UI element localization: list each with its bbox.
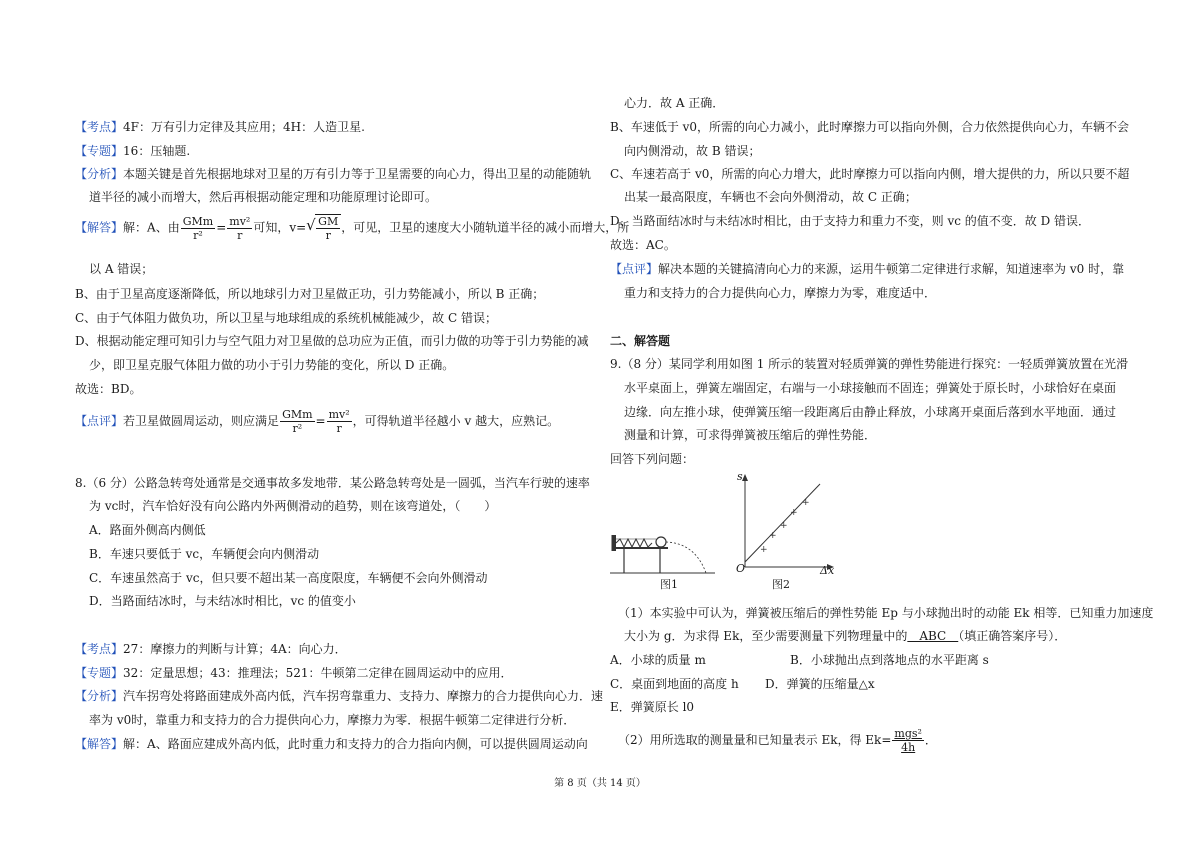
j8-tag: 解答 (87, 737, 112, 751)
svg-text:+: + (769, 531, 777, 541)
svg-text:+: + (802, 498, 810, 508)
j8-line: 【解答】解：A、路面应建成外高内低，此时重力和支持力的合力指向内侧，可以提供圆周运动向 (75, 737, 588, 751)
figure-2-caption: 图2 (772, 578, 790, 591)
k8-text: 27：摩擦力的判断与计算；4A：向心力． (123, 642, 347, 656)
dianping-tag: 点评 (87, 414, 112, 428)
jieda-mid: 可知，v= (253, 220, 307, 235)
fenxi-tag: 分析 (87, 167, 112, 181)
jieda-b: B、由于卫星高度逐渐降低，所以地球引力对卫星做正功，引力势能减小，所以 B 正确； (75, 287, 545, 301)
jieda-pre: 解：A、由 (123, 220, 180, 235)
r-line-6: D、当路面结冰时与未结冰时相比，由于支持力和重力不变，则 vc 的值不变．故 D 错误． (610, 214, 1091, 228)
q8-option-a: A．路面外侧高内侧低 (89, 523, 206, 537)
kaodian-tag: 考点 (87, 120, 112, 134)
fenxi-text-2: 道半径的减小而增大，然后再根据动能定理和功能原理讨论即可。 (89, 190, 438, 204)
k8-tag: 考点 (87, 642, 112, 656)
f8-text-2: 率为 v0时，靠重力和支持力的合力提供向心力，摩擦力为零．根据牛顿第二定律进行分析． (89, 713, 576, 727)
zhuanti-tag: 专题 (87, 144, 112, 158)
r-line-3: 向内侧滑动，故 B 错误； (624, 144, 761, 158)
option-c: C．桌面到地面的高度 h (610, 677, 739, 691)
z8-line: 【专题】32：定量思想；43：推理法；521：牛顿第二定律在圆周运动中的应用． (75, 666, 513, 680)
fraction-gmm-r2: $\frac{\text{GMm}}{\text{r²}}$ (182, 214, 214, 242)
p2-answer-fraction: $\frac{\text{mgs²}}{4h}$ (894, 727, 922, 754)
p2-line (618, 727, 937, 754)
jieda-tag: 解答 (87, 220, 112, 235)
fenxi-text-1: 本题关键是首先根据地球对卫星的万有引力等于卫星需要的向心力，得出卫星的动能随轨 (123, 167, 592, 181)
p2-post: ． (924, 733, 937, 747)
z8-text: 32：定量思想；43：推理法；521：牛顿第二定律在圆周运动中的应用． (123, 666, 513, 680)
figure-1-caption: 图1 (660, 578, 678, 591)
p1-line-1: （1）本实验中可认为，弹簧被压缩后的弹性势能 Ep 与小球抛出时的动能 Ek 相等．已知重力加速度 (618, 606, 1154, 620)
p1-line-2 (624, 627, 1066, 645)
q9-line-2: 水平桌面上，弹簧左端固定，右端与一小球接触而不固连；弹簧处于原长时，小球恰好在桌面 (624, 381, 1117, 395)
figure-2-origin-label: O (736, 562, 746, 575)
r-line-2: B、车速低于 v0，所需的向心力减小，此时摩擦力可以指向外侧，合力依然提供向心力，车辆不会 (610, 120, 1130, 134)
figure-2-graph (730, 472, 840, 577)
zhuanti-line: 【专题】16：压轴题. (75, 144, 191, 158)
f8-line-1: 【分析】汽车拐弯处将路面建成外高内低，汽车拐弯靠重力、支持力、摩擦力的合力提供向心力．速 (75, 689, 604, 703)
p1-pre: 大小为 g．为求得 Ek，至少需要测量下列物理量中的 (624, 629, 908, 643)
j8-text: 解：A、路面应建成外高内低，此时重力和支持力的合力指向内侧，可以提供圆周运动向 (123, 737, 588, 751)
dp-tag: 点评 (622, 262, 647, 276)
guxuan: 故选：BD。 (75, 382, 142, 396)
section-heading: 二、解答题 (610, 334, 671, 348)
f8-tag: 分析 (87, 689, 112, 703)
dp-line-1: 【点评】解决本题的关键搞清向心力的来源，运用牛顿第二定律进行求解，知道速率为 v0 时，靠 (610, 262, 1125, 276)
q9-line-5: 回答下列问题： (610, 452, 695, 466)
q9-line-1: 9.（8 分）某同学利用如图 1 所示的装置对轻质弹簧的弹性势能进行探究：一轻质弹簧放置在光滑 (610, 357, 1129, 371)
dianping-line: 【点评】若卫星做圆周运动，则应满足 $\frac{\text{GMm}}{\text{r²}}$ = $\frac{\text{mv²}}{r}$ ，可得轨道半径越小 v 越大，应熟记。 (75, 408, 560, 435)
fraction-mv2-r: $\frac{\text{mv²}}{r}$ (229, 214, 251, 242)
z8-tag: 专题 (87, 666, 112, 680)
p1-post: （填正确答案序号）． (958, 629, 1067, 643)
r-line-7: 故选：AC。 (610, 238, 676, 252)
dianping-pre: 若卫星做圆周运动，则应满足 (123, 414, 280, 428)
q8-option-c: C．车速虽然高于 vc，但只要不超出某一高度限度，车辆便不会向外侧滑动 (89, 571, 488, 585)
option-e: E．弹簧原长 l0 (610, 700, 695, 714)
f8-text-1: 汽车拐弯处将路面建成外高内低，汽车拐弯靠重力、支持力、摩擦力的合力提供向心力．速 (123, 689, 604, 703)
kaodian-text: 4F：万有引力定律及其应用；4H：人造卫星. (123, 120, 365, 134)
figure-2-y-axis-label: s (737, 470, 743, 483)
zhuanti-text: 16：压轴题. (123, 144, 191, 158)
jieda-d-1: D、根据动能定理可知引力与空气阻力对卫星做的总功应为正值，而引力做的功等于引力势能的减 (75, 334, 589, 348)
jieda-line: 【解答】解：A、由 $\frac{\text{GMm}}{\text{r²}}$ = $\frac{\text{mv²}}{r}$ 可知，v= √ $\frac{GM}{r}$ ，可见，卫星的速度大小随轨道半径的减小而增大，所 (75, 214, 630, 242)
q9-line-3: 边缘．向左推小球，使弹簧压缩一段距离后由静止释放，小球离开桌面后落到水平地面．通过 (624, 405, 1117, 419)
svg-text:+: + (760, 545, 768, 555)
option-d: D．弹簧的压缩量△x (765, 677, 875, 691)
q8-option-d: D．当路面结冰时，与未结冰时相比，vc 的值变小 (89, 594, 356, 608)
jieda-c: C、由于气体阻力做负功，所以卫星与地球组成的系统机械能减少，故 C 错误； (75, 311, 497, 325)
q8-option-b: B．车速只要低于 vc，车辆便会向内侧滑动 (89, 547, 320, 561)
p1-answer: ABC (907, 629, 959, 643)
dp-text-1: 解决本题的关键搞清向心力的来源，运用牛顿第二定律进行求解，知道速率为 v0 时，靠 (658, 262, 1125, 276)
svg-text:+: + (790, 508, 798, 518)
r-line-4: C、车速若高于 v0，所需的向心力增大，此时摩擦力可以指向内侧，增大提供的力，所以只要不超 (610, 167, 1130, 181)
q8-stem-1: 8.（6 分）公路急转弯处通常是交通事故多发地带．某公路急转弯处是一圆弧，当汽车行驶的速率 (75, 476, 590, 490)
figure-2-x-axis-label: Δx (820, 564, 835, 577)
jieda-post: ，可见，卫星的速度大小随轨道半径的减小而增大，所 (341, 220, 630, 235)
fraction-gmm-r2-b: $\frac{\text{GMm}}{\text{r²}}$ (282, 408, 313, 435)
jieda-d-2: 少，即卫星克服气体阻力做的功小于引力势能的变化，所以 D 正确。 (89, 358, 455, 372)
dianping-post: ，可得轨道半径越小 v 越大，应熟记。 (352, 414, 560, 428)
r-line-5: 出某一最高限度，车辆也不会向外侧滑动，故 C 正确； (624, 190, 917, 204)
q9-line-4: 测量和计算，可求得弹簧被压缩后的弹性势能． (624, 428, 877, 442)
q8-stem-2: 为 vc时，汽车恰好没有向公路内外两侧滑动的趋势，则在该弯道处，（ ） (89, 499, 497, 513)
fraction-mv2-r-b: $\frac{\text{mv²}}{r}$ (328, 408, 350, 435)
r-line-1: 心力．故 A 正确． (624, 96, 725, 110)
p2-pre: （2）用所选取的测量量和已知量表示 Ek，得 Ek= (618, 733, 892, 747)
dp-text-2: 重力和支持力的合力提供向心力，摩擦力为零，难度适中． (624, 286, 937, 300)
option-a: A．小球的质量 m (610, 653, 706, 667)
jieda-a-cont: 以 A 错误； (89, 262, 154, 276)
page-footer: 第 8 页（共 14 页） (554, 778, 646, 789)
sqrt-gm-r: √ $\frac{GM}{r}$ (306, 214, 341, 242)
kaodian-line: 【考点】4F：万有引力定律及其应用；4H：人造卫星. (75, 120, 365, 134)
option-b: B．小球抛出点到落地点的水平距离 s (790, 653, 989, 667)
fenxi-line-1: 【分析】本题关键是首先根据地球对卫星的万有引力等于卫星需要的向心力，得出卫星的动能随轨 (75, 167, 592, 181)
k8-line: 【考点】27：摩擦力的判断与计算；4A：向心力． (75, 642, 347, 656)
svg-text:+: + (780, 521, 788, 531)
